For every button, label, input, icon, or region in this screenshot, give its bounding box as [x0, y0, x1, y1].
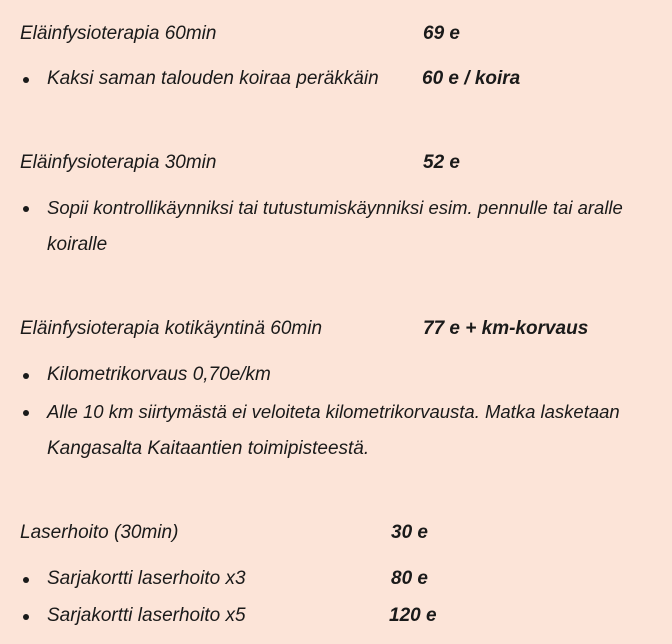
- list-item: Sopii kontrollikäynniksi tai tutustumiskäynniksi esim. pennulle tai aralle: [47, 197, 623, 218]
- service-price: 52 e: [423, 152, 460, 173]
- service-name: Eläinfysioterapia 30min: [20, 152, 217, 173]
- bullet-icon: [23, 373, 29, 379]
- service-name: Laserhoito (30min): [20, 522, 179, 543]
- list-item-price: 120 e: [389, 605, 437, 626]
- list-item-continuation: koiralle: [47, 234, 108, 255]
- list-item: Kaksi saman talouden koiraa peräkkäin: [47, 68, 379, 89]
- bullet-icon: [23, 206, 29, 212]
- bullet-icon: [23, 614, 29, 620]
- service-price: 30 e: [391, 522, 428, 543]
- service-price: 77 e + km-korvaus: [423, 318, 589, 339]
- service-name: Eläinfysioterapia 60min: [20, 23, 217, 44]
- service-name: Eläinfysioterapia kotikäyntinä 60min: [20, 318, 323, 339]
- list-item-price: 80 e: [391, 568, 428, 589]
- list-item: Alle 10 km siirtymästä ei veloiteta kilometrikorvausta. Matka lasketaan: [47, 401, 620, 422]
- list-item: Kilometrikorvaus 0,70e/km: [47, 364, 271, 385]
- bullet-icon: [23, 577, 29, 583]
- list-item-continuation: Kangasalta Kaitaantien toimipisteestä.: [47, 438, 370, 459]
- bullet-icon: [23, 77, 29, 83]
- list-item: Sarjakortti laserhoito x3: [47, 568, 246, 589]
- list-item: Sarjakortti laserhoito x5: [47, 605, 246, 626]
- bullet-icon: [23, 410, 29, 416]
- list-item-price: 60 e / koira: [422, 68, 521, 89]
- service-price: 69 e: [423, 23, 460, 44]
